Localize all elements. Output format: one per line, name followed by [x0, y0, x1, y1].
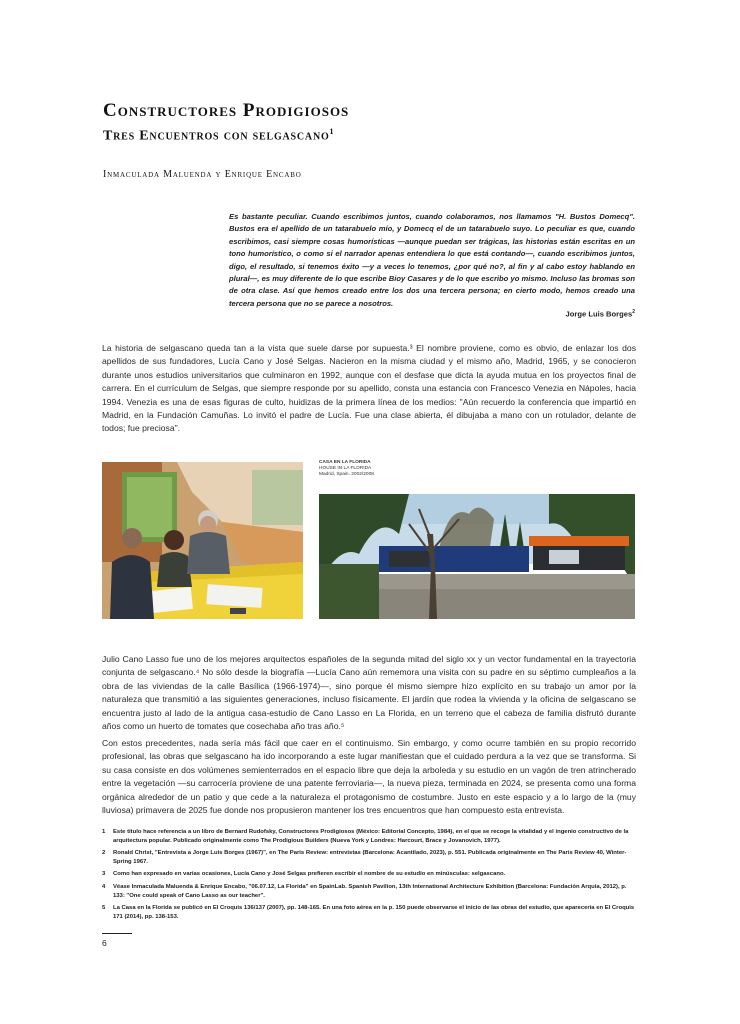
- article-title: Constructores Prodigiosos: [103, 100, 350, 121]
- epigraph-quote: Es bastante peculiar. Cuando escribimos juntos, cuando colaboramos, nos llamamos "H. Bustos Domecq". Bustos era el apellido de un tatarabuelo mío, y Domecq el de un tatarabuelo suyo. Lo peculiar es que, cuando escribimos, casi siempre cosas humorísticas —aunque puedan ser trágicas, las historias están escritas en un tono humorístico, o como si el narrador apenas entendiera lo que está contando—, cuando escribimos juntos, digo, el resultado, si tenemos éxito —y a veces lo tenemos, ¿por qué no?, al fin y al cabo estoy hablando en plural—, es muy diferente de lo que escribe Bioy Casares y de lo que escribo yo mismo. Incluso las bromas son de otra clase. Así que hemos creado entre los dos una tercera persona; en cierto modo, hemos creado una tercera persona que no se parece a nosotros.: [229, 212, 635, 308]
- photo-house-la-florida-illustration: [319, 494, 635, 619]
- footnotes-list: [102, 828, 636, 925]
- caption-title-es: CASA EN LA FLORIDA: [319, 460, 371, 465]
- footnote-text: Ronald Christ, "Entrevista a Jorge Luis Borges (1967)", en The Paris Review: entrevistas (Barcelona: Acantilado, 2023), p. 551. Publicada originalmente en The Paris Review 40, Winter-Spring 1967.: [113, 850, 627, 865]
- footnote-4: [102, 883, 636, 900]
- page-number: 6: [102, 938, 107, 948]
- footnote-2: [102, 849, 636, 866]
- epigraph-footnote-ref[interactable]: 2: [632, 309, 635, 315]
- footnote-3: [102, 870, 636, 879]
- caption-title-en: HOUSE IN LA FLORIDA: [319, 466, 372, 472]
- article-subtitle: [103, 127, 663, 145]
- caption-location-date: Madrid, Spain. 2002/2008: [319, 472, 374, 478]
- footnote-number: 5: [102, 905, 106, 912]
- article-authors: Inmaculada Maluenda y Enrique Encabo: [103, 169, 302, 180]
- footnote-text: Como han expresado en varias ocasiones, Lucía Cano y José Selgas prefieren escribir el nombre de su estudio en minúsculas: selgascano.: [113, 871, 506, 878]
- subtitle-footnote-ref[interactable]: 1: [329, 127, 335, 136]
- photo-interview-meeting: [102, 462, 303, 619]
- page-number-rule: [102, 933, 132, 934]
- footnote-number: 1: [102, 829, 106, 835]
- photo-interview-meeting-illustration: [102, 462, 303, 619]
- photo-house-la-florida: [319, 494, 635, 619]
- photo-caption: [319, 460, 519, 479]
- footnote-number: 4: [102, 883, 106, 890]
- body-paragraph-1: La historia de selgascano queda tan a la vista que suele darse por supuesta.³ El nombre proviene, como es obvio, de enlazar los dos apellidos de sus fundadores, Lucía Cano y José Selgas. Nacieron en la misma ciudad y el mismo año, Madrid, 1965, y se conocieron durante unos estudios universitarios que culminaron en 1992, aunque con el desfase que dicta la ayuda mutua en los proyectos final de carrera. En el currículum de Selgas, que siempre responde por su apellido, consta una estancia con Francesco Venezia en Nápoles, hacia 1994. Venezia es una de esas figuras de culto, huidizas de la primera línea de los medios: "Aún recuerdo la conferencia que impartió en Madrid, en la Fundación Camuñas. Lo invitó el padre de Lucía. Fue una clase abierta, él dibujaba a mano con un rotulador, delante de todos; fue preciosa".: [102, 343, 636, 434]
- body-paragraph-3: Con estos precedentes, nada sería más fácil que caer en el continuismo. Sin embargo, y como ocurre también en su propio recorrido profesional, las obras que selgascano ha ido incorporando a este lugar manifiestan que el cuidado perdura a la vez que se transforma. Si su casa consiste en dos volúmenes semienterrados en el espacio libre que deja la arboleda y su estudio en un vagón de tren atrincherado entre la vegetación —su carrocería proviene de una patente ferroviaria—, la nueva pieza, terminada en 2024, se presenta como una forma orgánica alrededor de un patio y que cede a la naturaleza el protagonismo de costumbre. Justo en este espacio y a lo largo de la (muy lluviosa) primavera de 2025 fue donde nos propusieron mantener los tres encuentros que han compuesto esta entrevista.: [102, 738, 636, 816]
- footnote-number: 2: [102, 850, 106, 857]
- epigraph-author-name: Jorge Luis Borges: [565, 309, 633, 319]
- footnote-number: 3: [102, 871, 106, 878]
- footnote-text: La Casa en la Florida se publicó en El Croquis 136/137 (2007), pp. 148-165. En una foto aérea en la p. 150 puede observarse el inicio de las obras del estudio, que aparecería en El Croquis 171 (2014), pp. 138-153.: [113, 905, 635, 920]
- subtitle-text: Tres Encuentros con selgascano: [103, 128, 330, 144]
- footnote-5: [102, 904, 636, 921]
- footnote-1: [102, 828, 636, 845]
- footnote-text: Véase Inmaculada Maluenda & Enrique Encabo, "06.07.12, La Florida" en SpainLab. Spanish Pavilion, 13th International Architecture Exhibition (Barcelona: Fundación Arquia, 2012), p. 133: "One could speak of Cano Lasso as our teacher".: [113, 883, 627, 899]
- footnote-text: Este título hace referencia a un libro de Bernard Rudofsky, Constructores Prodigiosos (México: Editorial Concepto, 1984), en el que se recoge la vitalidad y el ingenio constructivo de la arquitectura popular. Publicado originalmente como The Prodigious Builders (Nueva York y Londres: Harcourt, Brace y Jovanovich, 1977).: [113, 829, 629, 844]
- body-paragraph-2: Julio Cano Lasso fue uno de los mejores arquitectos españoles de la segunda mitad del siglo xx y un vector fundamental en la trayectoria conjunta de selgascano.⁴ No sólo desde la biografía —Lucía Cano aún rememora una visita con su padre en su séptimo cumpleaños a la obra de las viviendas de la calle Basílica (1966-1974)—, sino porque él mismo siempre hizo explícito en su trabajo un amor por la naturaleza que transmitió a las siguientes generaciones, incluso físicamente. El jardín que rodea la vivienda y la oficina de selgascano se encuentra justo al lado de la antigua casa-estudio de Cano Lasso en La Florida, en un terreno que el cabeza de familia disfrutó durante años como un huerto de tomates que cosechaba año tras año.⁵: [102, 654, 636, 732]
- epigraph-author: [500, 309, 635, 319]
